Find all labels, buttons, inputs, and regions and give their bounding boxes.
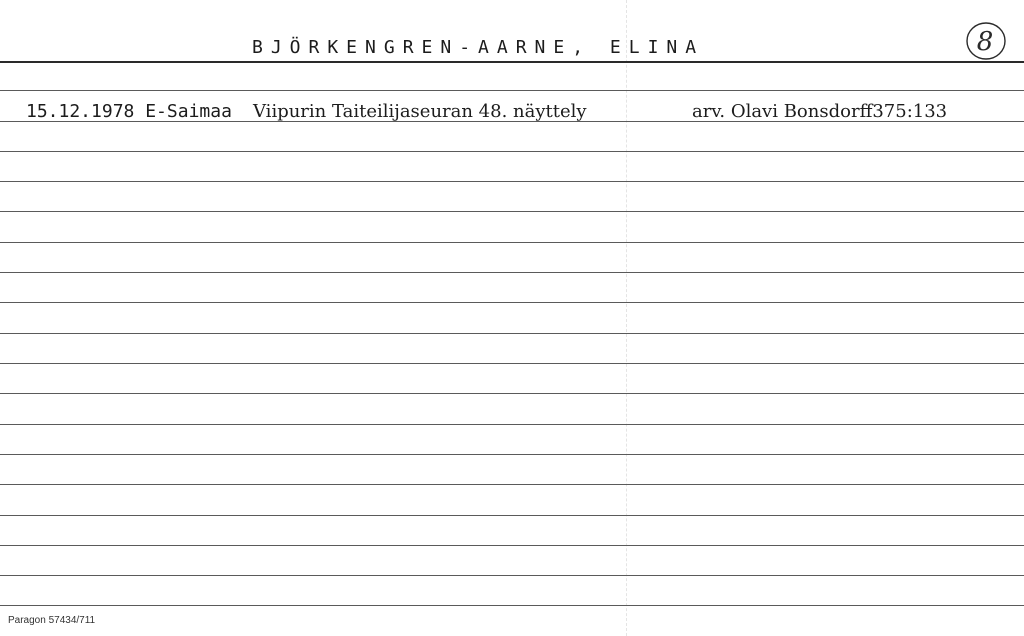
ruled-line [0, 333, 1024, 334]
ruled-line [0, 151, 1024, 152]
ruled-line [0, 605, 1024, 606]
ruled-line [0, 545, 1024, 546]
ruled-line [0, 242, 1024, 243]
printer-imprint: Paragon 57434/711 [8, 615, 96, 626]
entry-description: Viipurin Taiteilijaseuran 48. näyttely [253, 101, 587, 122]
ruled-line [0, 211, 1024, 212]
ruled-line [0, 302, 1024, 303]
ruled-line [0, 424, 1024, 425]
entry-reference: 375:133 [872, 101, 948, 122]
header-rule [0, 61, 1024, 63]
entry-date-source [26, 101, 232, 122]
ruled-line [0, 181, 1024, 182]
entry-source: E-Saimaa [145, 101, 232, 122]
ruled-line [0, 393, 1024, 394]
circled-number-stamp [964, 19, 1008, 63]
ruled-line [0, 272, 1024, 273]
entry-reviewer-ref [692, 101, 947, 122]
ruled-line [0, 575, 1024, 576]
stamp-number: 8 [976, 27, 994, 57]
entry-date: 15.12.1978 [26, 101, 135, 122]
fold-mark [626, 0, 627, 636]
ruled-line [0, 363, 1024, 364]
ruled-line [0, 454, 1024, 455]
ruled-line [0, 90, 1024, 91]
ruled-line [0, 515, 1024, 516]
ruled-line [0, 484, 1024, 485]
card-title: BJÖRKENGREN-AARNE, ELINA [252, 37, 705, 58]
entry-reviewer: arv. Olavi Bonsdorff [692, 101, 873, 122]
